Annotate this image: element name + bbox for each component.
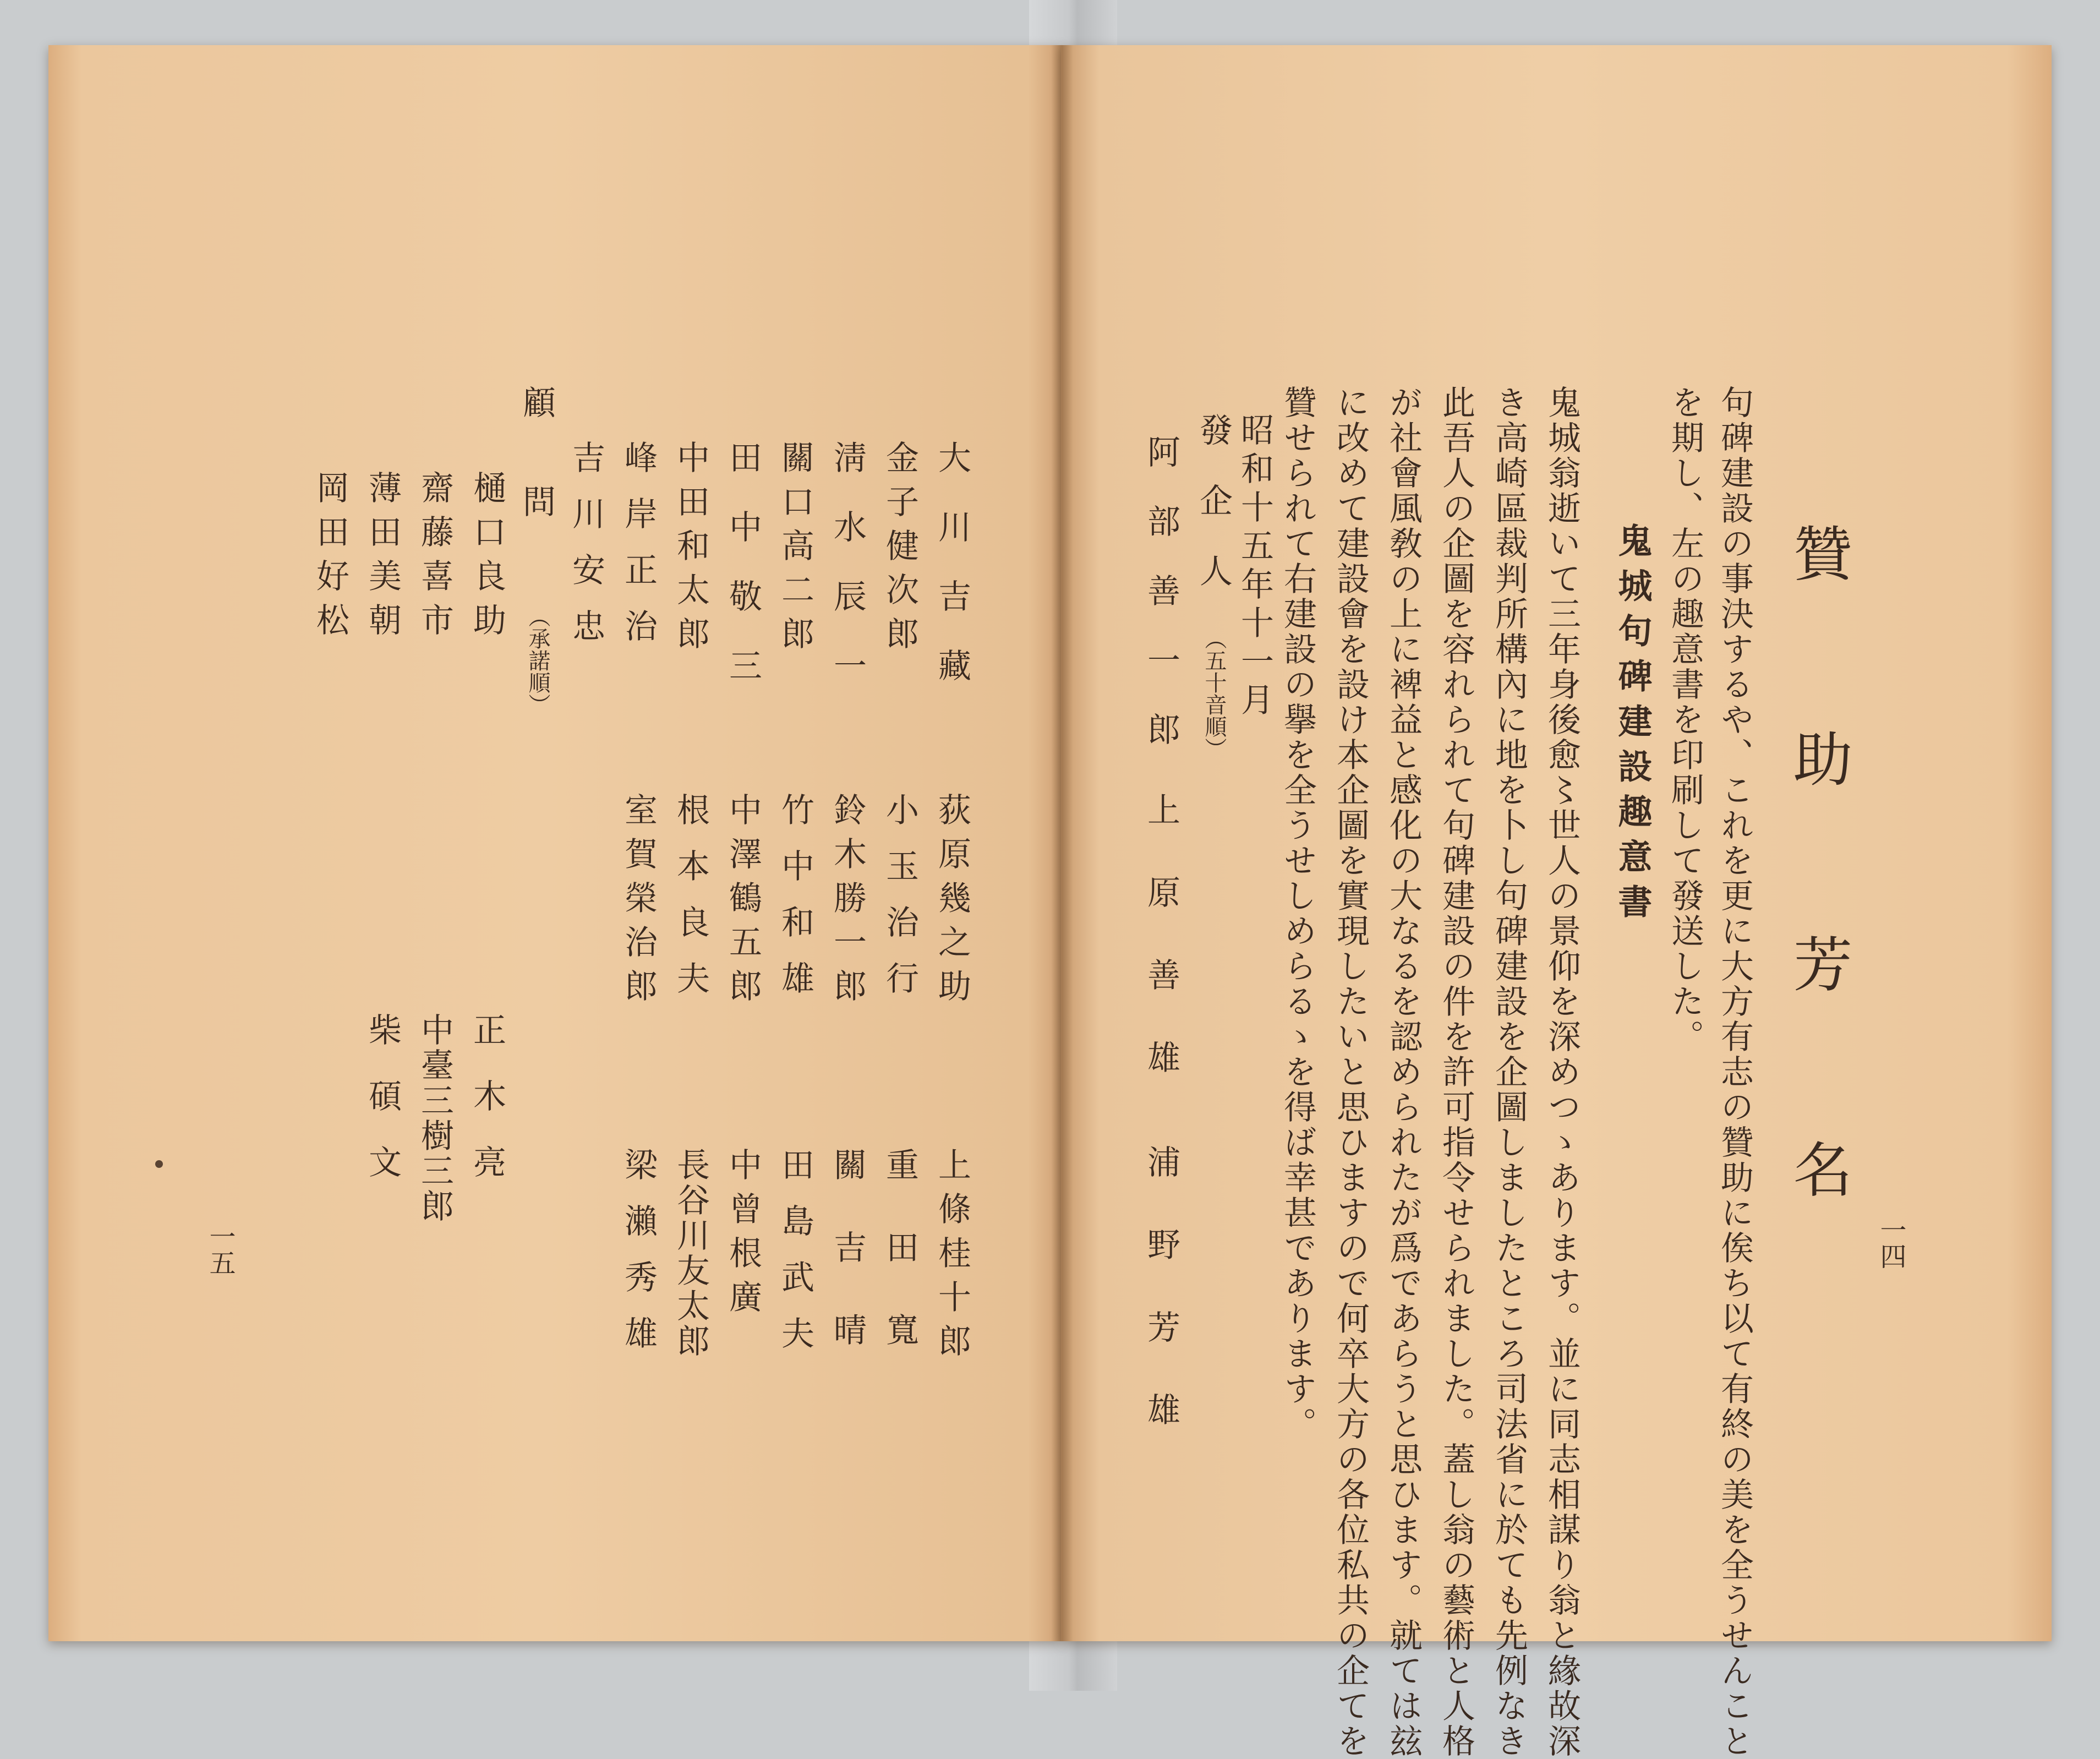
promoter-name: 浦野芳雄: [1142, 1145, 1180, 1475]
member-name: 鈴木勝一郎: [828, 793, 867, 1013]
ink-speck: [155, 1160, 163, 1168]
page-gutter: [1051, 45, 1073, 1641]
member-name: 根本良夫: [671, 793, 710, 1017]
member-name: 關吉晴: [828, 1148, 867, 1395]
member-name: 淸水辰一: [828, 440, 867, 718]
promoters-label: 發 企 人: [1194, 413, 1233, 589]
advisors-label: 顧 問: [517, 385, 556, 517]
member-name: 中曾根廣: [724, 1148, 762, 1324]
page-title: 贊 助 芳 名: [1783, 523, 1852, 1237]
prospectus-line-4: が社會風敎の上に裨益と感化の大なるを認められたが爲であらうと思ひます。就ては玆: [1384, 385, 1423, 1759]
date-line: 昭和十五年十一月: [1235, 413, 1274, 721]
promoter-name: 上原善雄: [1142, 793, 1180, 1123]
prospectus-line-2: き高崎區裁判所構內に地を卜し句碑建設を企圖しましたところ司法省に於ても先例なき: [1490, 385, 1528, 1759]
member-name: 小玉治行: [881, 793, 919, 1017]
member-name: 田島武夫: [776, 1148, 814, 1372]
member-name: 中田和太郎: [671, 440, 710, 660]
member-name: 室賀榮治郎: [619, 793, 658, 1013]
advisor-name: 齋藤喜市: [415, 471, 454, 647]
member-name: 長谷川友太郎: [671, 1148, 710, 1359]
prospectus-line-1: 鬼城翁逝いて三年身後愈〻世人の景仰を深めつゝあります。並に同志相謀り翁と緣故深: [1543, 385, 1581, 1759]
advisors-note: （承諾順）: [525, 605, 550, 715]
prospectus-line-5: に改めて建設會を設け本企圖を實現したいと思ひますので何卒大方の各位私共の企てを: [1331, 385, 1370, 1759]
member-name: 荻原幾之助: [933, 793, 971, 1013]
member-name: 田中敬三: [724, 440, 762, 718]
member-name: 吉川安忠: [567, 440, 605, 665]
page-number-right: 一四: [1875, 1216, 1906, 1269]
advisor-name: 樋口良助: [468, 471, 506, 647]
advisor-name: 柴碩文: [363, 1013, 402, 1211]
member-name: 關口高二郎: [776, 440, 814, 660]
member-name: 金子健次郎: [881, 440, 919, 660]
advisor-name: 正木亮: [468, 1013, 506, 1211]
member-name: 重田寬: [881, 1148, 919, 1395]
page-number-left: 一五: [205, 1223, 236, 1276]
advisor-name: 薄田美朝: [363, 471, 402, 647]
prospectus-line-3: 此吾人の企圖を容れられて句碑建設の件を許可指令せられました。蓋し翁の藝術と人格: [1437, 385, 1475, 1759]
advisor-name: 中臺三樹三郎: [415, 1013, 454, 1224]
promoter-name: 阿部善一郎: [1142, 435, 1180, 782]
member-name: 大川吉藏: [933, 440, 971, 718]
member-name: 峰岸正治: [619, 440, 658, 665]
prospectus-title: 鬼城句碑建設趣意書: [1612, 523, 1653, 929]
promoters-note: （五十音順）: [1201, 627, 1227, 760]
member-name: 上條桂十郎: [933, 1148, 971, 1368]
intro-line-1: 句碑建設の事決するや、これを更に大方有志の贊助に俟ち以て有終の美を全うせんこと: [1715, 385, 1754, 1759]
intro-line-2: を期し、左の趣意書を印刷して發送した。: [1666, 385, 1704, 1055]
member-name: 中澤鶴五郎: [724, 793, 762, 1013]
prospectus-line-6: 贊せられて右建設の擧を全うせしめらるゝを得ば幸甚であります。: [1278, 385, 1317, 1442]
member-name: 梁瀨秀雄: [619, 1148, 658, 1372]
advisor-name: 岡田好松: [311, 471, 349, 647]
member-name: 竹中和雄: [776, 793, 814, 1017]
